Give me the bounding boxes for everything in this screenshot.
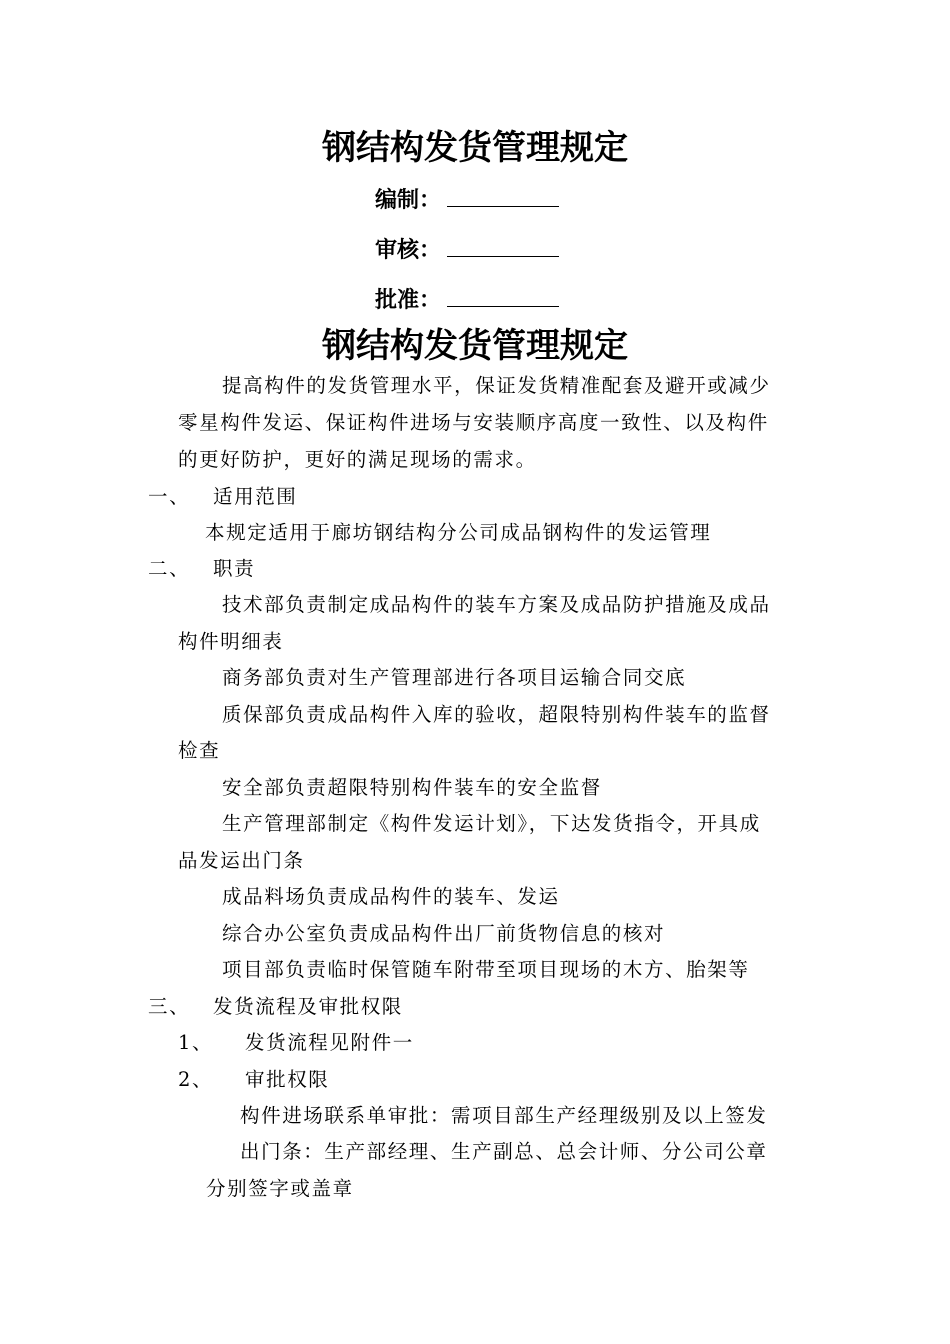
section3-number: 三、 <box>148 995 191 1018</box>
field-reviewer-blank <box>447 236 559 257</box>
field-reviewer-label: 审核： <box>375 238 442 263</box>
section2-number: 二、 <box>148 557 191 580</box>
sub-item-2-text: 审批权限 <box>245 1068 330 1091</box>
intro-line-1: 提高构件的发货管理水平，保证发货精准配套及避开或减少 <box>222 374 771 397</box>
duty-line-10: 综合办公室负责成品构件出厂前货物信息的核对 <box>222 922 666 945</box>
approval-line-1: 构件进场联系单审批：需项目部生产经理级别及以上签发 <box>240 1104 768 1127</box>
field-compiler-blank <box>447 186 559 207</box>
field-compiler-label: 编制： <box>375 188 442 213</box>
duty-line-11: 项目部负责临时保管随车附带至项目现场的木方、胎架等 <box>222 958 750 981</box>
sub-item-2-number: 2、 <box>178 1068 214 1091</box>
approval-line-2: 出门条：生产部经理、生产副总、总会计师、分公司公章 <box>240 1140 768 1163</box>
intro-line-3: 的更好防护，更好的满足现场的需求。 <box>178 448 537 471</box>
duty-line-6: 安全部负责超限特别构件装车的安全监督 <box>222 776 602 799</box>
field-reviewer <box>375 236 559 265</box>
duty-line-9: 成品料场负责成品构件的装车、发运 <box>222 885 560 908</box>
duty-line-7: 生产管理部制定《构件发运计划》，下达发货指令，开具成 <box>222 812 761 835</box>
duty-line-8: 品发运出门条 <box>178 849 305 872</box>
duty-line-2: 构件明细表 <box>178 630 284 653</box>
sub-item-1-text: 发货流程见附件一 <box>245 1031 414 1054</box>
section1-heading: 适用范围 <box>213 485 298 508</box>
section1-number: 一、 <box>148 485 191 508</box>
sub-item-1-number: 1、 <box>178 1031 214 1054</box>
duty-line-3: 商务部负责对生产管理部进行各项目运输合同交底 <box>222 666 687 689</box>
section1-text: 本规定适用于廊坊钢结构分公司成品钢构件的发运管理 <box>205 521 712 544</box>
duty-line-4: 质保部负责成品构件入库的验收，超限特别构件装车的监督 <box>222 703 771 726</box>
section2-heading: 职责 <box>213 557 256 580</box>
intro-line-2: 零星构件发运、保证构件进场与安装顺序高度一致性、以及构件 <box>178 411 769 434</box>
field-approver-blank <box>447 286 559 307</box>
duty-line-5: 检查 <box>178 739 221 762</box>
document-title: 钢结构发货管理规定 <box>322 326 628 366</box>
field-approver <box>375 286 559 315</box>
duty-line-1: 技术部负责制定成品构件的装车方案及成品防护措施及成品 <box>222 593 771 616</box>
field-approver-label: 批准： <box>375 288 442 313</box>
approval-line-3: 分别签字或盖章 <box>206 1177 354 1200</box>
cover-title: 钢结构发货管理规定 <box>322 128 628 168</box>
section3-heading: 发货流程及审批权限 <box>213 995 403 1018</box>
field-compiler <box>375 186 559 215</box>
